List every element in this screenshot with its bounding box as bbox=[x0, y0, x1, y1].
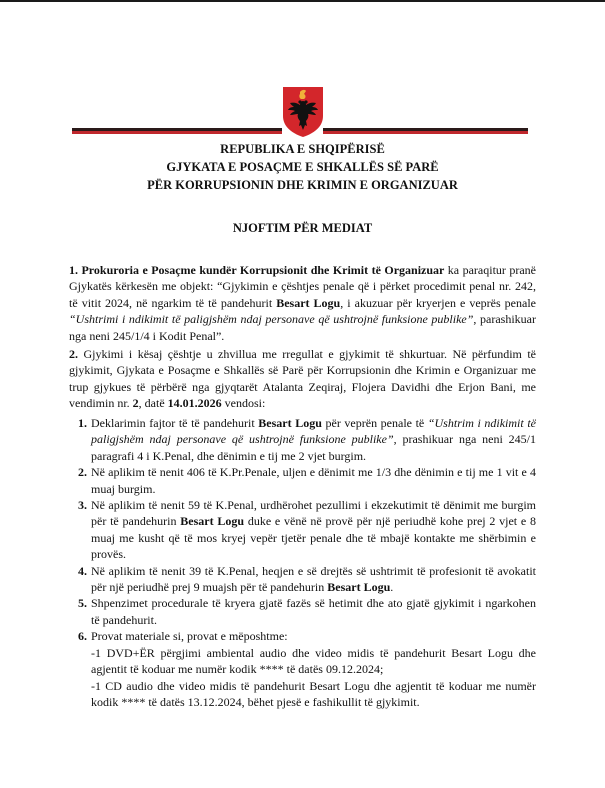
defendant-name: Besart Logu bbox=[276, 295, 341, 310]
paragraph-number: 2. bbox=[69, 347, 78, 361]
offense-title: “Ushtrimi i ndikimit të paligjshëm ndaj personave që ushtrojnë funksione publike” bbox=[69, 312, 474, 327]
defendant-name: Besart Logu bbox=[180, 514, 245, 529]
paragraph-number: 1. bbox=[69, 263, 78, 277]
defendant-name: Besart Logu bbox=[327, 580, 391, 595]
decision-item: 5. Shpenzimet procedurale të kryera gjatë fazës së hetimit dhe ato gjatë gjykimit i ngarkohen të pandehurit. bbox=[78, 596, 536, 627]
defendant-name: Besart Logu bbox=[258, 416, 322, 430]
header-rule-left bbox=[72, 128, 282, 134]
paragraph-1: 1. Prokuroria e Posaçme kundër Korrupsionit dhe Krimit të Organizuar ka paraqitur pranë Gjykatës kërkesën me objekt: “Gjykimin e çështjes penale që i përket procedimit penal nr. 242, të vitit 2024, në ngarkim të të pandehurit Besart Logu, i akuzuar për kryerjen e veprës penale “Ushtrimi i ndikimit të paligjshëm ndaj personave që ushtrojnë funksione publike”, parashikuar nga neni 245/1/4 i Kodit Penal”. bbox=[69, 263, 537, 343]
evidence-item: -1 CD audio dhe video midis të pandehurit Besart Logu dhe agjentit të koduar me numër kodik **** të datës 13.12.2024, bëhet pjesë e fashikullit të gjykimit. bbox=[91, 678, 536, 709]
header-court: GJYKATA E POSAÇME E SHKALLËS SË PARË bbox=[166, 160, 439, 174]
decision-item: 1. Deklarimin fajtor të të pandehurit Besart Logu për veprën penale të “Ushtrim i ndikimit të paligjshëm ndaj personave që ushtrojnë funksione publike”, prashikuar nga neni 245/1 paragrafi 4 i K.Penal, dhe dënimin e tij me 2 vjet burgim. bbox=[78, 416, 536, 463]
prosecution-office: Prokuroria e Posaçme kundër Korrupsionit dhe Krimit të Organizuar bbox=[81, 263, 445, 277]
decision-item: 4. Në aplikim të nenit 39 të K.Penal, heqjen e së drejtës së ushtrimit të profesionit të avokatit për një periudhë prej 9 muajsh për të pandehurin Besart Logu. bbox=[78, 563, 536, 595]
decision-item: 2. Në aplikim të nenit 406 të K.Pr.Penale, uljen e dënimit me 1/3 dhe dënimin e tij me 1 vit e 4 muaj burgim. bbox=[78, 465, 536, 496]
decision-date: 14.01.2026 bbox=[167, 396, 222, 411]
offense-title: “Ushtrim i ndikimit të paligjshëm ndaj personave që ushtrojnë funksione publike” bbox=[91, 416, 536, 447]
evidence-item: -1 DVD+ËR përgjimi ambiental audio dhe video midis të pandehurit Besart Logu dhe agjentit të koduar me numër kodik **** të datës 09.12.2024; bbox=[91, 645, 536, 677]
decision-list bbox=[69, 415, 536, 710]
decision-item: 3. Në aplikim të nenit 59 të K.Penal, urdhërohet pezullimi i ekzekutimit të dënimit me burgim për të pandehurin Besart Logu duke e vënë në provë për një periudhë kohe prej 2 vjet e 8 muaj me kusht që të mos kryej vepër tjetër penale dhe të mbajë kontakte me shërbimin e provës. bbox=[78, 498, 536, 562]
header-country: REPUBLIKA E SHQIPËRISË bbox=[220, 142, 385, 156]
header-court-jurisdiction: PËR KORRUPSIONIN DHE KRIMIN E ORGANIZUAR bbox=[147, 178, 458, 192]
header-rule-right bbox=[323, 128, 528, 134]
top-border bbox=[0, 0, 605, 2]
page-title: NJOFTIM PËR MEDIAT bbox=[232, 221, 373, 235]
paragraph-2: 2. Gjykimi i kësaj çështje u zhvillua me rregullat e gjykimit të shkurtuar. Në përfundim të gjykimit, Gjykata e Posaçme e Shkallës së Parë për Korrupsionin dhe Krimin e Organizuar me trup gjykues të përbërë nga gjyqtarët Atalanta Zeqiraj, Flojera Davidhi dhe Erjon Bani, me vendimin nr. 2, datë 14.01.2026 vendosi: bbox=[69, 347, 536, 411]
decision-number: 2 bbox=[132, 396, 139, 411]
decision-item: 6. Provat materiale si, provat e mëposhtme: -1 DVD+ËR përgjimi ambiental audio dhe video midis të pandehurit Besart Logu dhe agjentit të koduar me numër kodik **** të datës 09.12.2024; -1 CD audio dhe video midis të pandehurit Besart Logu dhe agjentit të koduar me numër kodik **** të datës 13.12.2024, bëhet pjesë e fashikullit të gjykimit. bbox=[78, 629, 536, 709]
albanian-coat-of-arms-icon bbox=[282, 86, 324, 138]
